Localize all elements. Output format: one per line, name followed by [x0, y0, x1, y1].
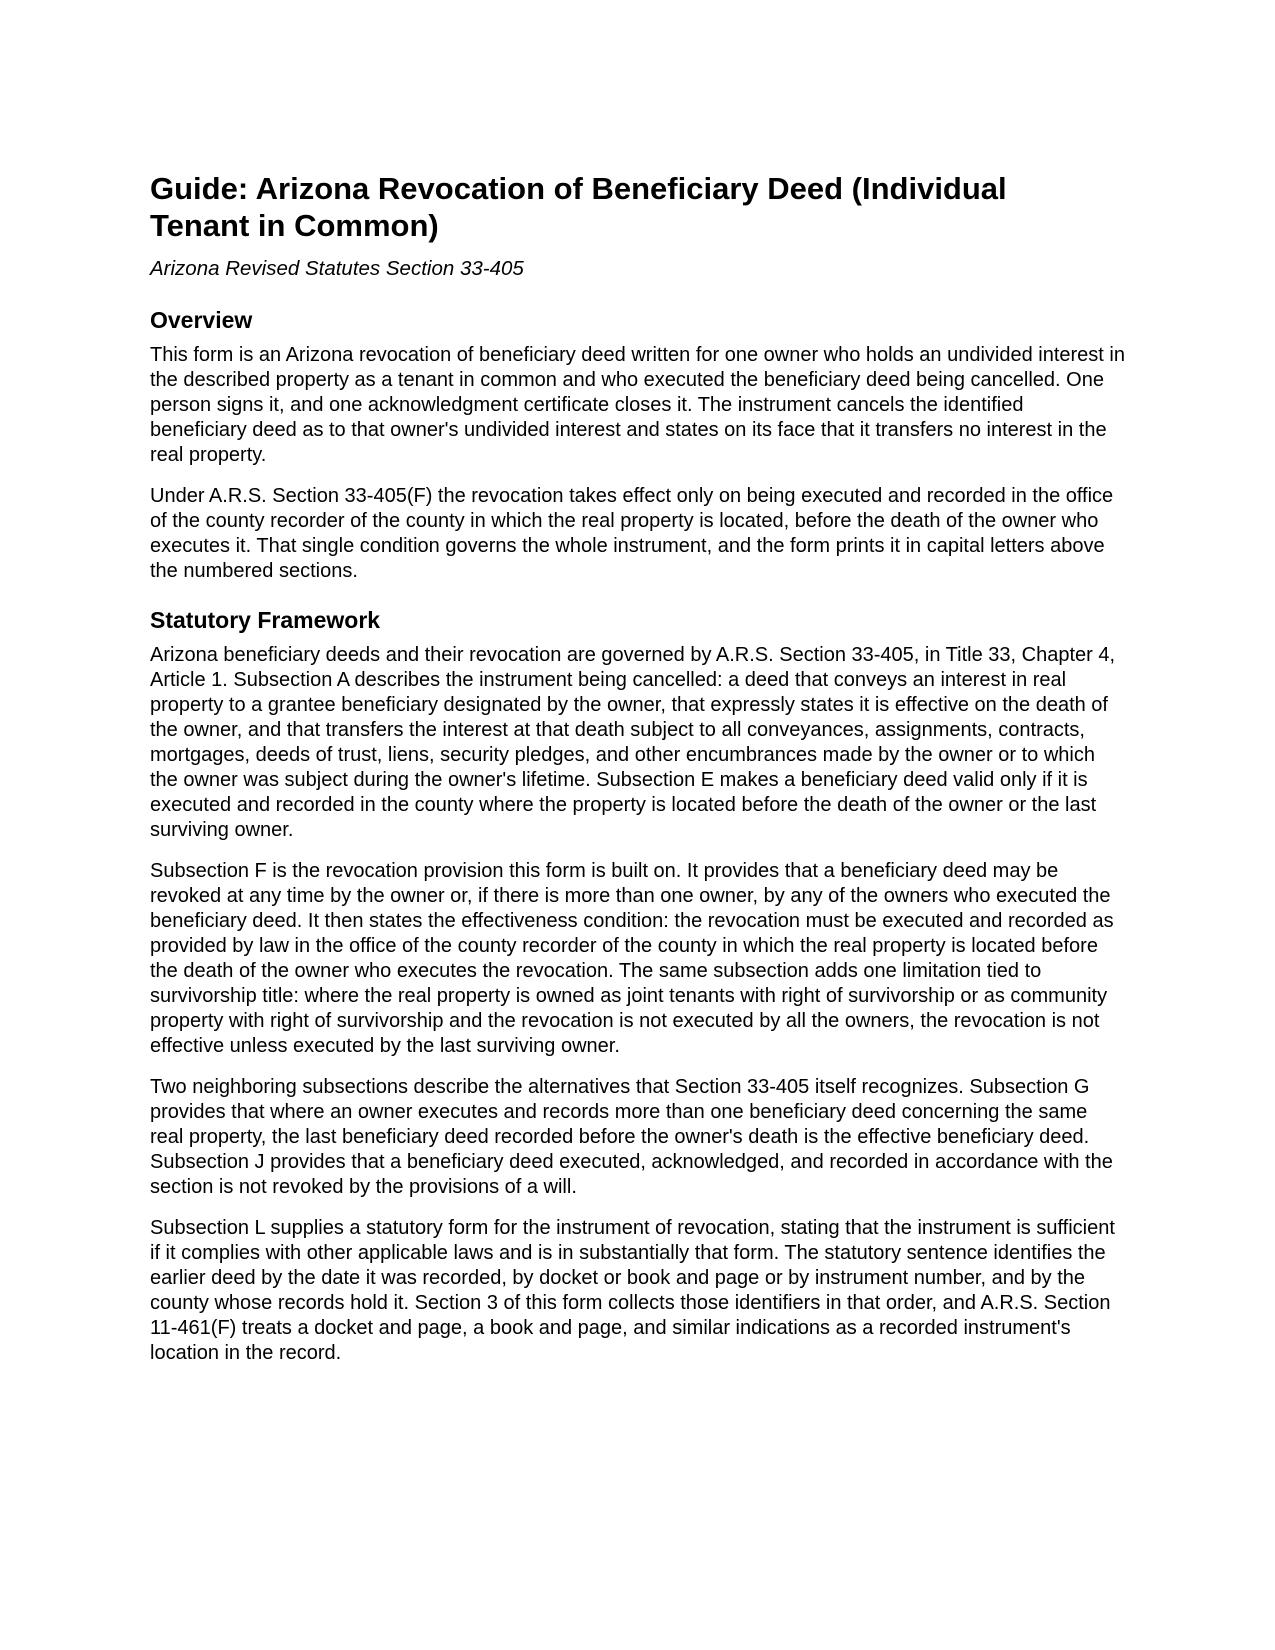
framework-paragraph-4: Subsection L supplies a statutory form for the instrument of revocation, stating that the instrument is sufficient if it complies with other applicable laws and is in substantially that form. The statutory sentence identifies the earlier deed by the date it was recorded, by docket or book and page or by instrument number, and by the county whose records hold it. Section 3 of this form collects those identifiers in that order, and A.R.S. Section 11-461(F) treats a docket and page, a book and page, and similar indications as a recorded instrument's location in the record. — [150, 1217, 1115, 1364]
overview-paragraph-2: Under A.R.S. Section 33-405(F) the revocation takes effect only on being executed and recorded in the office of the county recorder of the county in which the real property is located, before the death of the owner who executes it. That single condition governs the whole instrument, and the form prints it in capital letters above the numbered sections. — [150, 485, 1114, 582]
section-heading-overview: Overview — [150, 307, 253, 333]
document-title: Guide: Arizona Revocation of Beneficiary Deed (Individual Tenant in Common) — [150, 171, 1007, 243]
section-heading-statutory-framework: Statutory Framework — [150, 607, 381, 633]
framework-paragraph-3: Two neighboring subsections describe the alternatives that Section 33-405 itself recognizes. Subsection G provides that where an owner executes and records more than one beneficiary deed concerning the same real property, the last beneficiary deed recorded before the owner's death is the effective beneficiary deed. Subsection J provides that a beneficiary deed executed, acknowledged, and recorded in accordance with the section is not revoked by the provisions of a will. — [150, 1076, 1113, 1198]
document-page — [150, 170, 1125, 1366]
framework-paragraph-1: Arizona beneficiary deeds and their revocation are governed by A.R.S. Section 33-405, in Title 33, Chapter 4, Article 1. Subsection A describes the instrument being cancelled: a deed that conveys an interest in real property to a grantee beneficiary designated by the owner, that expressly states it is effective on the death of the owner, and that transfers the interest at that death subject to all conveyances, assignments, contracts, mortgages, deeds of trust, liens, security pledges, and other encumbrances made by the owner or to which the owner was subject during the owner's lifetime. Subsection E makes a beneficiary deed valid only if it is executed and recorded in the county where the property is located before the death of the owner or the last surviving owner. — [150, 644, 1116, 841]
overview-paragraph-1: This form is an Arizona revocation of beneficiary deed written for one owner who holds an undivided interest in the described property as a tenant in common and who executed the beneficiary deed being cancelled. One person signs it, and one acknowledgment certificate closes it. The instrument cancels the identified beneficiary deed as to that owner's undivided interest and states on its face that it transfers no interest in the real property. — [150, 344, 1125, 466]
framework-paragraph-2: Subsection F is the revocation provision this form is built on. It provides that a beneficiary deed may be revoked at any time by the owner or, if there is more than one owner, by any of the owners who executed the beneficiary deed. It then states the effectiveness condition: the revocation must be executed and recorded as provided by law in the office of the county recorder of the county in which the real property is located before the death of the owner who executes the revocation. The same subsection adds one limitation tied to survivorship title: where the real property is owned as joint tenants with right of survivorship or as community property with right of survivorship and the revocation is not executed by all the owners, the revocation is not effective unless executed by the last surviving owner. — [150, 860, 1114, 1057]
document-subtitle: Arizona Revised Statutes Section 33-405 — [150, 257, 524, 280]
